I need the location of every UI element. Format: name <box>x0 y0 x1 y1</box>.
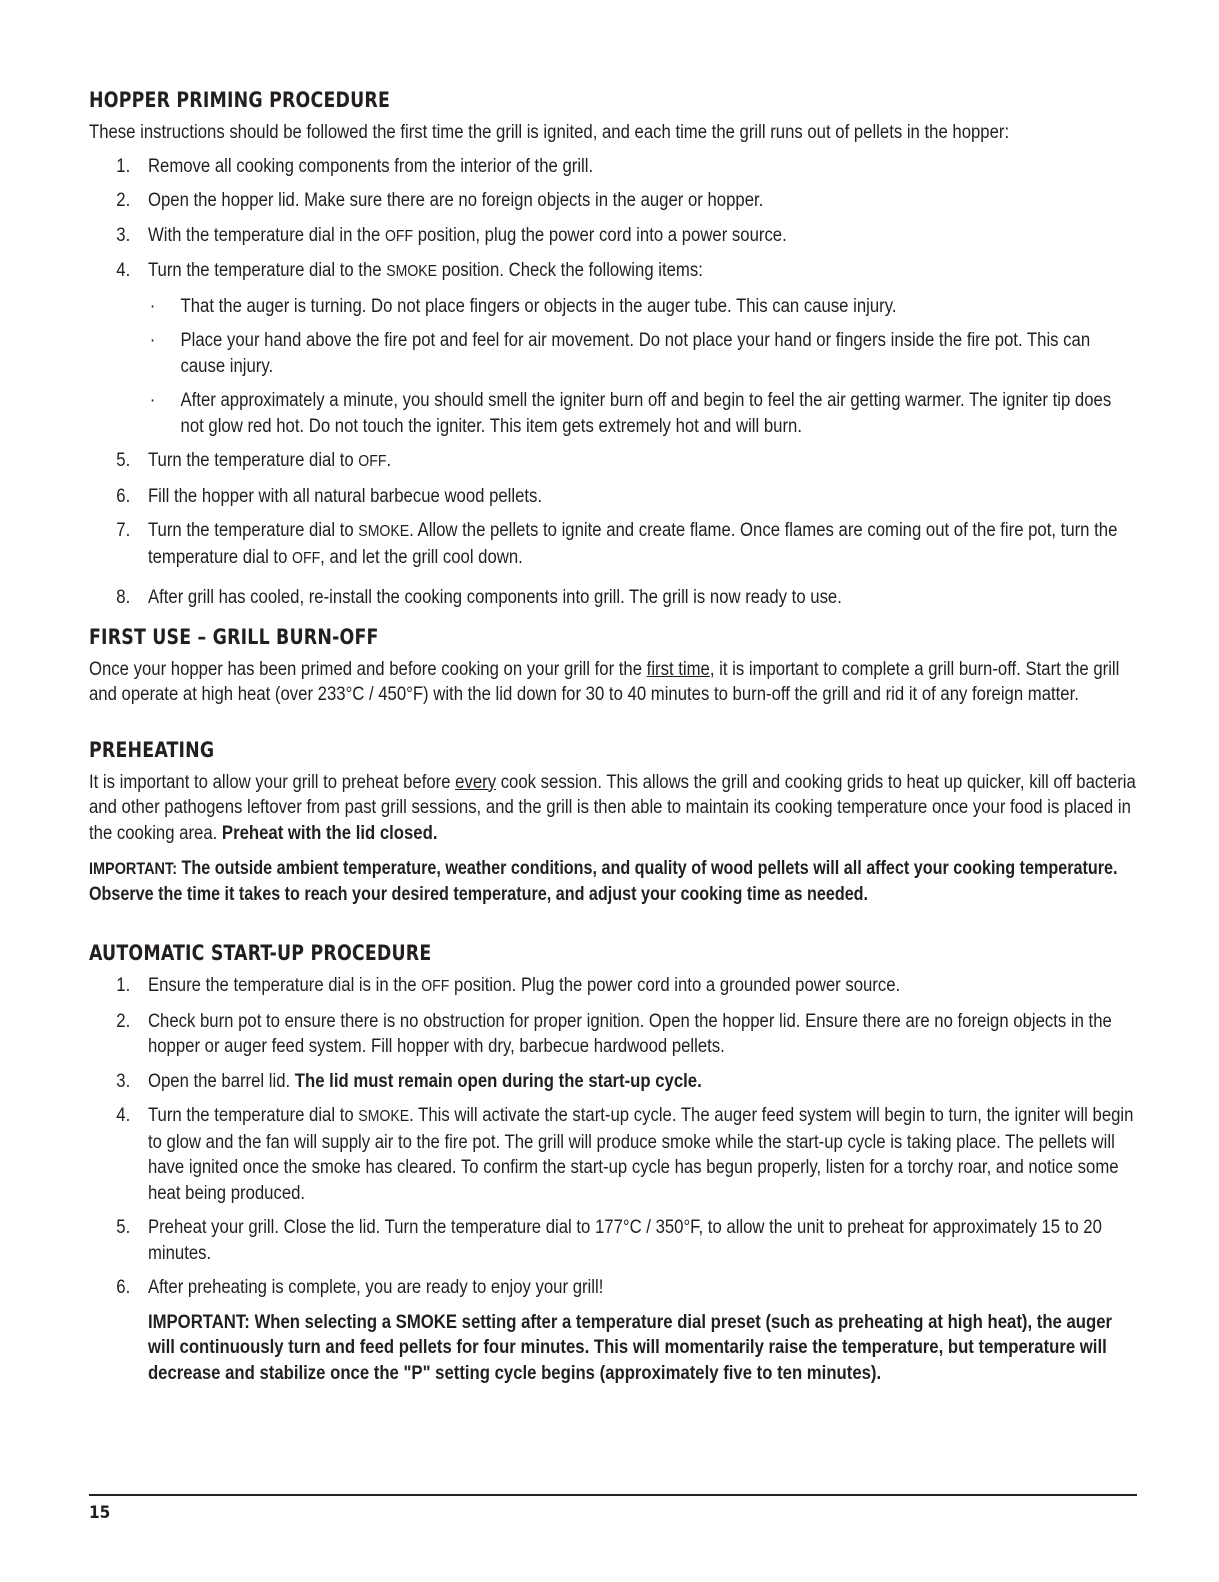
page-number: 15 <box>89 1503 111 1523</box>
startup-steps-list <box>89 973 1137 1386</box>
list-item: 4. Turn the temperature dial to the SMOKE position. Check the following items: · That the auger is turning. Do not place fingers or objects in the auger tube. This can cause injury. · Place your hand above the fire pot and feel for air movement. Do not place your hand or fingers inside the fire pot. This can cause injury. · After approximately a minute, you should smell the igniter burn off and begin to feel the air getting warmer. The igniter tip does not glow red hot. Do not touch the igniter. This item gets extremely hot and will burn. <box>89 258 1137 439</box>
section-title-preheating: PREHEATING <box>89 737 215 762</box>
list-item: 3. Open the barrel lid. The lid must remain open during the start-up cycle. <box>116 1070 702 1092</box>
list-item: 3. With the temperature dial in the OFF position, plug the power cord into a power source. <box>116 224 787 246</box>
manual-page <box>89 86 1137 1395</box>
hopper-steps-list <box>89 154 1137 611</box>
section-title-first-use: FIRST USE – GRILL BURN-OFF <box>89 624 379 649</box>
list-item: 5. Turn the temperature dial to OFF. <box>116 450 392 471</box>
startup-important-note: IMPORTANT: When selecting a SMOKE setting after a temperature dial preset (such as preheating at high heat), the auger will continuously turn and feed pellets for four minutes. This will momentarily raise the temperature, but temperature will decrease and stabilize once the "P" setting cycle begins (approximately five to ten minutes). <box>147 1311 1113 1384</box>
list-item: 1. Ensure the temperature dial is in the OFF position. Plug the power cord into a grounded power source. <box>116 975 901 996</box>
preheating-important-note: IMPORTANT: The outside ambient temperature, weather conditions, and quality of wood pellets will all affect your cooking temperature. Observe the time it takes to reach your desired temperature, and adjust your cooking time as needed. <box>89 858 1118 905</box>
list-item: 5. Preheat your grill. Close the lid. Turn the temperature dial to 177°C / 350°F, to allow the unit to preheat for approximately 15 to 20 minutes. <box>116 1217 1102 1264</box>
check-items-list <box>148 294 1137 440</box>
first-use-paragraph: Once your hopper has been primed and before cooking on your grill for the first time, it is important to complete a grill burn-off. Start the grill and operate at high heat (over 233°C / 450°F) with the lid down for 30 to 40 minutes to burn-off the grill and rid it of any foreign matter. <box>89 658 1120 705</box>
list-item: 2. Open the hopper lid. Make sure there are no foreign objects in the auger or hopper. <box>116 190 764 211</box>
list-item: 6. Fill the hopper with all natural barbecue wood pellets. <box>116 485 543 507</box>
bullet-item: · After approximately a minute, you should smell the igniter burn off and begin to feel the air getting warmer. The igniter tip does not glow red hot. Do not touch the igniter. This item gets extremely hot and will burn. <box>149 390 1112 437</box>
list-item: 4. Turn the temperature dial to SMOKE. This will activate the start-up cycle. The auger feed system will begin to turn, the igniter will begin to glow and the fan will supply air to the fire pot. The grill will produce smoke while the start-up cycle is taking place. The pellets will have ignited once the smoke has cleared. To confirm the start-up cycle has begun properly, listen for a torchy roar, and notice some heat being produced. <box>116 1105 1134 1204</box>
preheating-paragraph: It is important to allow your grill to preheat before every cook session. This allows the grill and cooking grids to heat up quicker, kill off bacteria and other pathogens leftover from past grill sessions, and the grill is then able to maintain its cooking temperature once your food is placed in the cooking area. Preheat with the lid closed. <box>89 771 1136 844</box>
section-title-automatic-startup: AUTOMATIC START-UP PROCEDURE <box>89 941 432 965</box>
list-item: 7. Turn the temperature dial to SMOKE. Allow the pellets to ignite and create flame. Once flames are coming out of the fire pot, turn the temperature dial to OFF, and let the grill cool down. <box>116 520 1118 568</box>
bullet-item: · That the auger is turning. Do not place fingers or objects in the auger tube. This can cause injury. <box>149 295 897 317</box>
list-item: 1. Remove all cooking components from the interior of the grill. <box>116 155 594 177</box>
list-item: 2. Check burn pot to ensure there is no obstruction for proper ignition. Open the hopper lid. Ensure there are no foreign objects in the hopper or auger feed system. Fill hopper with dry, barbecue hardwood pellets. <box>116 1010 1112 1057</box>
footer-divider <box>89 1494 1137 1496</box>
list-item: 8. After grill has cooled, re-install the cooking components into grill. The grill is now ready to use. <box>116 587 842 608</box>
hopper-intro: These instructions should be followed the first time the grill is ignited, and each time the grill runs out of pellets in the hopper: <box>89 122 1010 143</box>
section-title-hopper-priming: HOPPER PRIMING PROCEDURE <box>89 88 391 112</box>
list-item: 6. After preheating is complete, you are ready to enjoy your grill! IMPORTANT: When selecting a SMOKE setting after a temperature dial preset (such as preheating at high heat), the auger will continuously turn and feed pellets for four minutes. This will momentarily raise the temperature, but temperature will decrease and stabilize once the "P" setting cycle begins (approximately five to ten minutes). <box>89 1275 1137 1386</box>
bullet-item: · Place your hand above the fire pot and feel for air movement. Do not place your hand or fingers inside the fire pot. This can cause injury. <box>149 330 1091 377</box>
